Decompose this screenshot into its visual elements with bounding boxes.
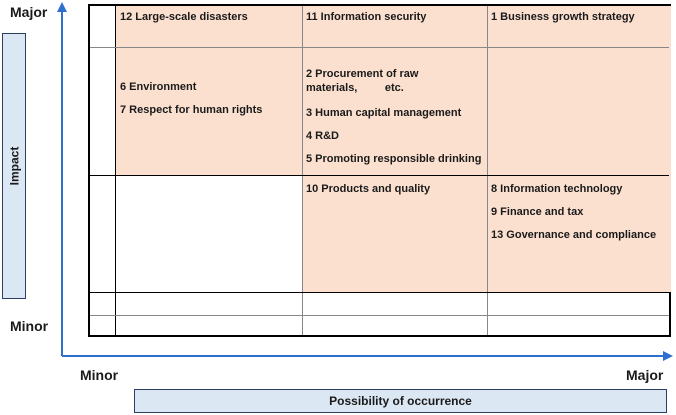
grid-vline-2	[302, 6, 303, 335]
risk-item: 10 Products and quality	[306, 183, 431, 195]
cell-r3c3-items	[306, 182, 486, 205]
risk-item: 1 Business growth strategy	[491, 11, 635, 23]
cell-r2c3-items	[306, 67, 488, 175]
risk-item: 12 Large-scale disasters	[120, 11, 248, 23]
cell-r3c4-items	[491, 182, 669, 251]
occurrence-axis-title-text: Possibility of occurrence	[329, 394, 472, 408]
cell-r1c3-items	[306, 10, 486, 33]
grid-hline-1	[90, 47, 669, 48]
cell-r1c4-items	[491, 10, 669, 33]
risk-item: 7 Respect for human rights	[120, 104, 263, 116]
cell-r2c2-items	[120, 80, 300, 126]
impact-axis-title-text: Impact	[7, 146, 21, 186]
risk-item: 6 Environment	[120, 81, 197, 93]
cell-r2c4	[488, 48, 671, 176]
grid-hline-3	[90, 292, 669, 293]
risk-item: 3 Human capital management	[306, 107, 462, 119]
risk-item: 9 Finance and tax	[491, 206, 584, 218]
risk-item: 13 Governance and compliance	[491, 229, 657, 241]
risk-item: 2 Procurement of raw materials, etc.	[306, 68, 419, 94]
risk-item: 11 Information security	[306, 11, 427, 23]
risk-item: 8 Information technology	[491, 183, 623, 195]
y-axis-arrowhead	[57, 2, 67, 12]
y-axis-major-label: Major	[10, 4, 48, 20]
cell-r1c2-items	[120, 10, 300, 33]
risk-item: 5 Promoting responsible drinking	[306, 153, 482, 165]
grid-hline-2	[90, 175, 669, 176]
grid-vline-1	[115, 6, 116, 335]
grid-hline-4	[90, 315, 669, 316]
risk-matrix	[88, 4, 671, 337]
x-axis-major-label: Major	[626, 367, 664, 383]
y-axis-minor-label: Minor	[10, 318, 49, 334]
x-axis-minor-label: Minor	[80, 367, 119, 383]
risk-item: 4 R&D	[306, 130, 340, 142]
x-axis-arrowhead	[663, 351, 673, 361]
